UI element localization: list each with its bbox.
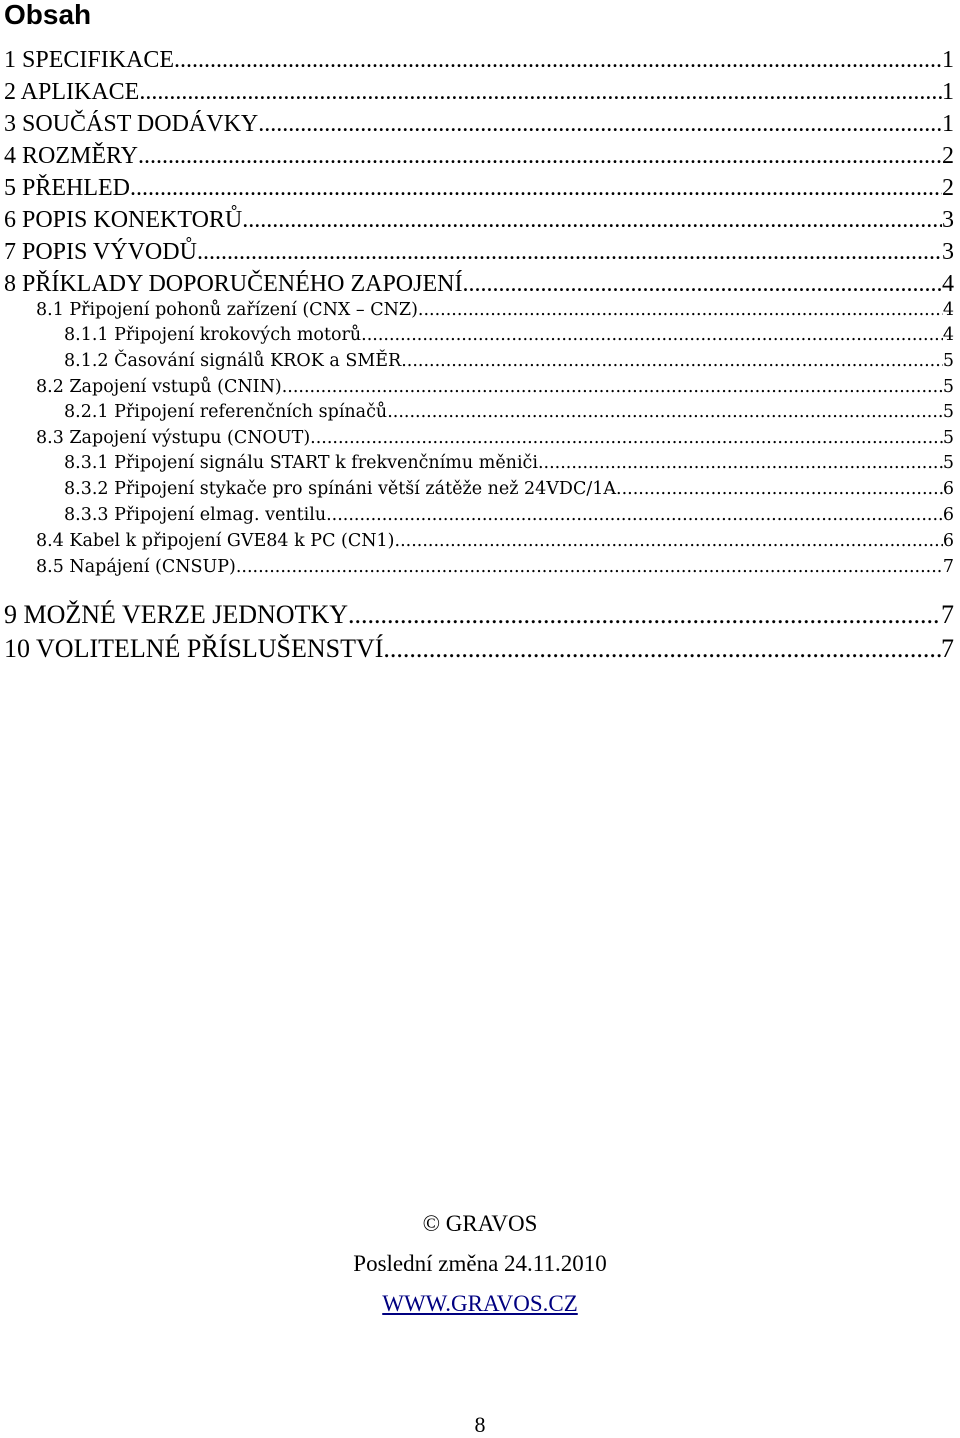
- toc-entry-10[interactable]: [4, 633, 954, 665]
- toc-entry-page: 4: [942, 271, 954, 297]
- toc-entry-page: 3: [942, 207, 954, 233]
- toc-entry-label: 8 PŘÍKLADY DOPORUČENÉHO ZAPOJENÍ: [4, 271, 463, 297]
- toc-leader-dots: [326, 503, 943, 527]
- toc-entry-page: 2: [942, 143, 954, 169]
- toc-entry-label: 6 POPIS KONEKTORŮ: [4, 207, 243, 233]
- page-title: Obsah: [4, 0, 92, 30]
- toc-entry-8-1-2[interactable]: [64, 349, 954, 373]
- toc-entry-8-3[interactable]: [36, 426, 954, 450]
- toc-entry-page: 5: [942, 402, 954, 422]
- toc-entry-page: 2: [942, 175, 954, 201]
- toc-leader-dots: [242, 205, 942, 235]
- toc-leader-dots: [462, 269, 942, 299]
- toc-entry-page: 6: [942, 479, 954, 499]
- toc-entry-page: 6: [942, 505, 954, 525]
- toc-entry-label: 3 SOUČÁST DODÁVKY: [4, 111, 259, 137]
- toc-leader-dots: [383, 633, 941, 665]
- toc-entry-8[interactable]: [4, 269, 954, 299]
- toc-entry-page: 5: [942, 377, 954, 397]
- toc-entry-8-3-1[interactable]: [64, 451, 954, 475]
- toc-entry-page: 1: [942, 47, 954, 73]
- toc-leader-dots: [174, 45, 942, 75]
- toc-leader-dots: [236, 555, 943, 579]
- toc-entry-label: 5 PŘEHLED: [4, 175, 130, 201]
- toc-entry-label: 8.3.3 Připojení elmag. ventilu: [64, 505, 327, 525]
- toc-entry-label: 8.3 Zapojení výstupu (CNOUT): [36, 428, 311, 448]
- toc-entry-8-2-1[interactable]: [64, 400, 954, 424]
- toc-leader-dots: [361, 323, 943, 347]
- toc-leader-dots: [538, 451, 943, 475]
- last-change-date: Poslední změna 24.11.2010: [353, 1251, 607, 1276]
- toc-entry-9[interactable]: [4, 599, 954, 631]
- toc-entry-label: 4 ROZMĚRY: [4, 143, 139, 169]
- toc-leader-dots: [130, 173, 942, 203]
- toc-leader-dots: [282, 375, 943, 399]
- toc-entry-label: 8.2.1 Připojení referenčních spínačů: [64, 402, 388, 422]
- toc-entry-1[interactable]: [4, 45, 954, 75]
- toc-entry-label: 9 MOŽNÉ VERZE JEDNOTKY: [4, 600, 348, 629]
- toc-entry-page: 4: [942, 325, 954, 345]
- toc-leader-dots: [139, 77, 942, 107]
- toc-entry-3[interactable]: [4, 109, 954, 139]
- toc-leader-dots: [138, 141, 942, 171]
- toc-entry-page: 5: [942, 453, 954, 473]
- toc-entry-page: 4: [942, 300, 954, 320]
- toc-entry-8-3-2[interactable]: [64, 477, 954, 501]
- website-link[interactable]: WWW.GRAVOS.CZ: [382, 1291, 578, 1316]
- toc-entry-6[interactable]: [4, 205, 954, 235]
- toc-entry-label: 10 VOLITELNÉ PŘÍSLUŠENSTVÍ: [4, 634, 384, 663]
- toc-entry-page: 1: [942, 79, 954, 105]
- toc-entry-label: 8.3.1 Připojení signálu START k frekvenčnímu měniči: [64, 453, 538, 473]
- toc-entry-8-1-1[interactable]: [64, 323, 954, 347]
- toc-entry-label: 7 POPIS VÝVODŮ: [4, 239, 197, 265]
- toc-leader-dots: [401, 349, 943, 373]
- toc-entry-8-3-3[interactable]: [64, 503, 954, 527]
- toc-leader-dots: [387, 400, 943, 424]
- toc-leader-dots: [348, 599, 941, 631]
- toc-entry-page: 5: [942, 428, 954, 448]
- toc-entry-8-4[interactable]: [36, 529, 954, 553]
- toc-entry-label: 1 SPECIFIKACE: [4, 47, 175, 73]
- toc-leader-dots: [310, 426, 943, 450]
- toc-entry-label: 8.1.1 Připojení krokových motorů: [64, 325, 362, 345]
- toc-entry-page: 7: [941, 600, 954, 629]
- toc-entry-7[interactable]: [4, 237, 954, 267]
- toc-entry-label: 8.1.2 Časování signálů KROK a SMĚR: [64, 351, 402, 371]
- toc-entry-8-5[interactable]: [36, 555, 954, 579]
- toc-entry-4[interactable]: [4, 141, 954, 171]
- toc-leader-dots: [616, 477, 943, 501]
- toc-entry-label: 8.2 Zapojení vstupů (CNIN): [36, 377, 282, 397]
- toc-leader-dots: [418, 298, 943, 322]
- toc-leader-dots: [258, 109, 942, 139]
- toc-leader-dots: [395, 529, 943, 553]
- toc-entry-label: 2 APLIKACE: [4, 79, 140, 105]
- toc-leader-dots: [197, 237, 942, 267]
- page-number: 8: [474, 1412, 486, 1437]
- toc-entry-page: 7: [941, 634, 954, 663]
- toc-entry-8-2[interactable]: [36, 375, 954, 399]
- toc-entry-2[interactable]: [4, 77, 954, 107]
- toc-entry-label: 8.4 Kabel k připojení GVE84 k PC (CN1): [36, 531, 395, 551]
- toc-entry-page: 6: [942, 531, 954, 551]
- toc-entry-page: 1: [942, 111, 954, 137]
- toc-entry-8-1[interactable]: [36, 298, 954, 322]
- toc-entry-label: 8.5 Napájení (CNSUP): [36, 557, 236, 577]
- toc-entry-page: 3: [942, 239, 954, 265]
- copyright-notice: © GRAVOS: [422, 1211, 538, 1236]
- toc-entry-5[interactable]: [4, 173, 954, 203]
- toc-entry-label: 8.3.2 Připojení stykače pro spínáni větší zátěže než 24VDC/1A: [64, 479, 617, 499]
- toc-entry-page: 7: [942, 557, 954, 577]
- toc-entry-label: 8.1 Připojení pohonů zařízení (CNX – CNZ): [36, 300, 418, 320]
- toc-entry-page: 5: [942, 351, 954, 371]
